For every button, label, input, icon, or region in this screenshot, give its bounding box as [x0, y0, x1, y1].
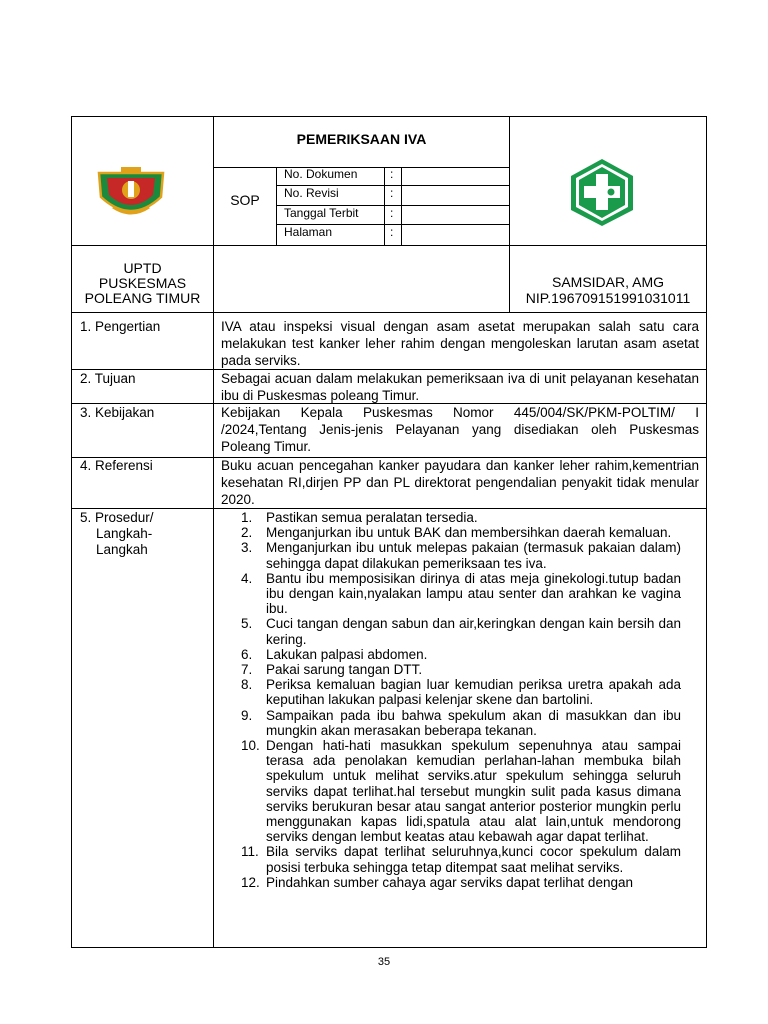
step-number: 5.: [241, 616, 253, 632]
step-number: 6.: [241, 646, 253, 662]
divider: [213, 312, 214, 948]
step-text: Periksa kemaluan bagian luar kemudian periksa uretra apakah ada keputihan lakukan palpasi kelenjar skene dan bartolini.: [266, 677, 681, 708]
meta-label-revision: No. Revisi: [284, 186, 339, 200]
procedure-step: [241, 571, 681, 617]
procedure-step: [241, 844, 681, 874]
step-number: 8.: [241, 677, 253, 693]
org-unit-name: PUSKESMAS: [98, 275, 187, 291]
section-text-pengertian: IVA atau inspeksi visual dengan asam asetat merupakan salah satu cara melakukan test kanker leher rahim dengan mengoleskan larutan asam asetat pada serviks.: [221, 319, 699, 368]
step-text: Menganjurkan ibu untuk BAK dan membersihkan daerah kemaluan.: [266, 525, 672, 541]
procedure-step: [241, 875, 681, 890]
section-text-referensi: Buku acuan pencegahan kanker payudara dan kanker leher rahim,kementrian kesehatan RI,dirjen PP dan PL direktorat pengendalian penyakit tidak menular 2020.: [221, 458, 699, 507]
signatory-nip: NIP.196709151991031011: [525, 290, 691, 306]
step-text: Pastikan semua peralatan tersedia.: [266, 510, 478, 525]
sop-label: SOP: [230, 192, 260, 208]
divider: [384, 167, 385, 245]
step-text: Cuci tangan dengan sabun dan air,keringkan dengan kain bersih dan kering.: [266, 616, 681, 647]
step-text: Bila serviks dapat terlihat seluruhnya,kunci cocor spekulum dalam posisi terbuka sehingga tetap ditempat saat melihat serviks.: [266, 844, 681, 875]
page-number: 35: [377, 956, 391, 968]
procedure-step: [241, 738, 681, 844]
meta-separator: :: [390, 206, 394, 220]
meta-label-page: Halaman: [284, 225, 333, 239]
procedure-step: [241, 525, 681, 540]
procedure-step: [241, 708, 681, 738]
divider: [213, 167, 510, 168]
procedure-step: [241, 510, 681, 525]
section-text-tujuan: Sebagai acuan dalam melakukan pemeriksaan iva di unit pelayanan kesehatan ibu di Puskesmas poleang Timur.: [221, 371, 699, 403]
procedure-step: [241, 540, 681, 570]
step-number: 7.: [241, 662, 253, 678]
step-text: Lakukan palpasi abdomen.: [266, 646, 428, 662]
section-label-tujuan: 2. Tujuan: [80, 371, 136, 386]
regional-emblem-icon: [93, 163, 169, 223]
divider: [71, 508, 707, 509]
meta-separator: :: [390, 225, 394, 239]
step-number: 12.: [241, 874, 260, 890]
org-unit-name: POLEANG TIMUR: [84, 290, 201, 306]
step-number: 3.: [241, 540, 253, 556]
org-unit-name: UPTD: [123, 260, 162, 276]
divider: [71, 245, 707, 246]
step-number: 4.: [241, 570, 253, 586]
signatory-name: SAMSIDAR, AMG: [551, 274, 665, 290]
step-text: Pindahkan sumber cahaya agar serviks dapat terlihat dengan: [266, 874, 633, 890]
procedure-step: [241, 647, 681, 662]
procedure-step: [241, 662, 681, 677]
procedure-steps: [241, 510, 681, 890]
meta-label-issue-date: Tanggal Terbit: [284, 206, 359, 220]
health-ministry-cross-icon: [567, 156, 637, 228]
procedure-step: [241, 677, 681, 707]
divider: [71, 312, 707, 313]
step-text: Sampaikan pada ibu bahwa spekulum akan di masukkan dan ibu mungkin akan merasakan beberapa tekanan.: [266, 707, 681, 738]
step-number: 2.: [241, 525, 253, 541]
step-number: 9.: [241, 707, 253, 723]
section-text-kebijakan: Kebijakan Kepala Puskesmas Nomor 445/004/SK/PKM-POLTIM/ I /2024,Tentang Jenis-jenis Pelayanan yang disediakan oleh Puskesmas Poleang Timur.: [221, 405, 699, 454]
step-number: 11.: [241, 844, 259, 860]
section-label-pengertian: 1. Pengertian: [80, 319, 161, 334]
step-number: 1.: [241, 510, 253, 525]
divider: [401, 167, 402, 245]
step-text: Pakai sarung tangan DTT.: [266, 662, 423, 678]
document-title: PEMERIKSAAN IVA: [296, 131, 427, 147]
step-text: Dengan hati-hati masukkan spekulum sepenuhnya atau sampai terasa ada penolakan kemudian perlahan-lahan membuka bilah spekulum untuk melihat serviks.atur spekulum sehingga seluruh serviks dapat terlihat.hal tersebut mungkin sulit pada kasus dimana serviks berukuran besar atau sangat anterior posterior mungkin perlu menggunakan kapas lidi,spatula atau alat lain,untuk mendorong serviks dengan lembut keatas atau kebawah agar dapat terlihat.: [266, 738, 681, 845]
section-label-referensi: 4. Referensi: [80, 458, 153, 473]
procedure-step: [241, 616, 681, 646]
section-label-prosedur: 5. Prosedur/: [80, 510, 154, 525]
section-label-kebijakan: 3. Kebijakan: [80, 405, 155, 420]
meta-separator: :: [390, 186, 394, 200]
meta-label-document-number: No. Dokumen: [284, 167, 358, 181]
step-text: Bantu ibu memposisikan dirinya di atas meja ginekologi.tutup badan ibu dengan kain,nyalakan lampu atau senter dan arahkan ke vagina ibu.: [266, 570, 681, 617]
section-label-prosedur: Langkah-: [96, 526, 153, 541]
step-number: 10.: [241, 738, 260, 754]
section-label-prosedur: Langkah: [96, 542, 148, 557]
step-text: Menganjurkan ibu untuk melepas pakaian (termasuk pakaian dalam) sehingga dapat dilakukan pemeriksaan tes iva.: [266, 540, 681, 571]
meta-separator: :: [390, 167, 394, 181]
divider: [276, 167, 277, 245]
